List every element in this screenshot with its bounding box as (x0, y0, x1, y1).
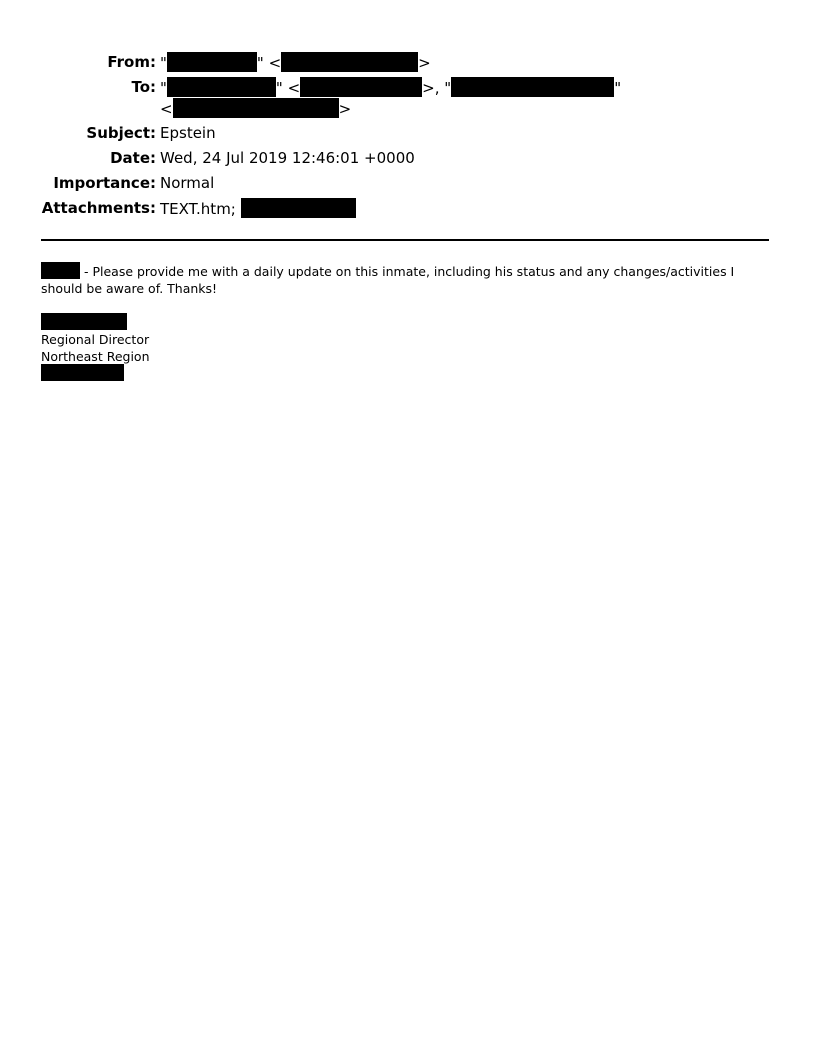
redaction-box (167, 52, 257, 72)
quote-close: " (275, 79, 283, 97)
attachments-value (160, 198, 356, 219)
message-body (41, 262, 771, 297)
quote-close: " (614, 79, 622, 97)
redaction-box (281, 52, 418, 72)
message-text: - Please provide me with a daily update on this inmate, including his status and any changes/activities I should be aware of. Thanks! (41, 264, 735, 296)
to-label: To: (131, 78, 156, 96)
quote-close: " (256, 54, 264, 72)
header-divider (41, 239, 769, 241)
angle-close: > (418, 54, 431, 72)
redaction-box (241, 198, 356, 218)
quote-open: " (160, 54, 167, 72)
redaction-box (41, 364, 124, 381)
redaction-box (173, 98, 339, 118)
angle-open: < (287, 79, 301, 97)
signature-contact-redaction (41, 364, 124, 385)
redaction-box (451, 77, 614, 97)
to-value-continued (160, 98, 351, 119)
angle-open: < (268, 54, 282, 72)
redaction-box (300, 77, 422, 97)
subject-label: Subject: (86, 124, 156, 142)
date-value: Wed, 24 Jul 2019 12:46:01 +0000 (160, 149, 415, 167)
from-value (160, 52, 431, 73)
redaction-box (41, 313, 127, 330)
signature-region: Northeast Region (41, 349, 150, 364)
redaction-box (41, 262, 80, 279)
from-label: From: (107, 53, 156, 71)
attachment-text-htm[interactable]: TEXT.htm; (160, 200, 236, 218)
importance-label: Importance: (53, 174, 156, 192)
attachments-label: Attachments: (41, 199, 156, 217)
separator: >, " (422, 79, 452, 97)
angle-open: < (160, 100, 173, 118)
angle-close: > (338, 100, 352, 118)
quote-open: " (160, 79, 167, 97)
date-label: Date: (110, 149, 156, 167)
subject-value: Epstein (160, 124, 216, 142)
importance-value: Normal (160, 174, 215, 192)
signature-title: Regional Director (41, 332, 150, 347)
to-value (160, 77, 621, 98)
redaction-box (167, 77, 276, 97)
